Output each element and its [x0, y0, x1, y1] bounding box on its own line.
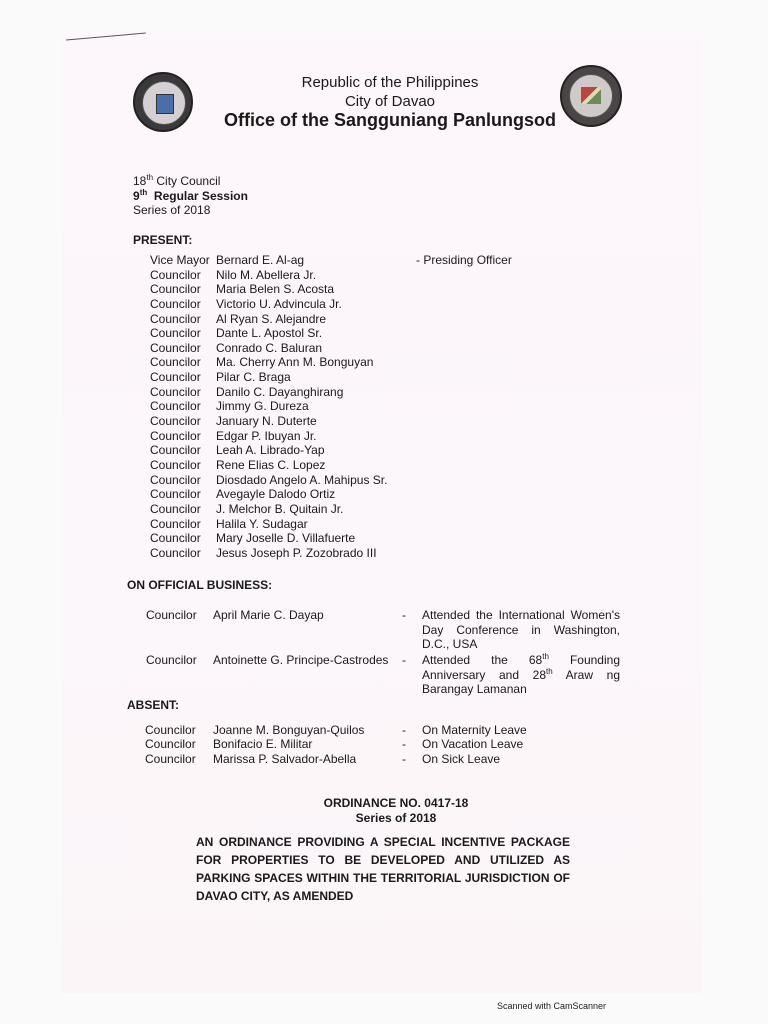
member-title: Councilor — [150, 399, 201, 414]
absent-reason-2: On Vacation Leave — [422, 737, 524, 751]
member-name: Pilar C. Braga — [216, 370, 291, 385]
member-name: Edgar P. Ibuyan Jr. — [216, 428, 317, 443]
member-title: Councilor — [150, 472, 201, 487]
absent-name-3: Marissa P. Salvador-Abella — [213, 752, 357, 766]
member-name: Victorio U. Advincula Jr. — [216, 296, 342, 311]
member-name: Maria Belen S. Acosta — [216, 282, 335, 297]
header-office: Office of the Sangguniang Panlungsod — [224, 110, 556, 130]
absent-dash-3: - — [402, 752, 406, 766]
member-name: J. Melchor B. Quitain Jr. — [216, 501, 344, 516]
member-title: Councilor — [150, 457, 201, 472]
member-title: Councilor — [150, 370, 201, 385]
member-name: Halila Y. Sudagar — [216, 516, 308, 531]
member-name: Rene Elias C. Lopez — [216, 457, 326, 472]
ob-dash-1: - — [402, 608, 406, 622]
official-business-heading: ON OFFICIAL BUSINESS: — [127, 578, 273, 592]
member-name: Jesus Joseph P. Zozobrado III — [216, 545, 377, 560]
absent-heading: ABSENT: — [127, 698, 180, 712]
member-name: Bernard E. Al-ag — [216, 253, 305, 267]
member-title: Councilor — [150, 267, 201, 282]
member-name: Nilo M. Abellera Jr. — [216, 267, 317, 282]
absent-name-1: Joanne M. Bonguyan-Quilos — [213, 723, 365, 737]
member-title: Councilor — [150, 501, 201, 516]
absent-reason-1: On Maternity Leave — [422, 723, 527, 737]
ob-title-2: Councilor — [146, 653, 197, 667]
absent-dash-1: - — [402, 723, 406, 737]
absent-title-3: Councilor — [145, 752, 196, 766]
member-title: Councilor — [150, 326, 201, 341]
absent-dash-2: - — [402, 737, 406, 751]
member-title: Vice Mayor — [150, 253, 210, 267]
scanner-watermark: Scanned with CamScanner — [497, 1001, 607, 1011]
member-name: Avegayle Dalodo Ortiz — [216, 487, 336, 502]
member-title: Councilor — [150, 282, 201, 297]
member-name: Al Ryan S. Alejandre — [216, 311, 327, 326]
member-name: Danilo C. Dayanghirang — [216, 384, 344, 399]
member-title: Councilor — [150, 531, 201, 546]
ordinance-title: AN ORDINANCE PROVIDING A SPECIAL INCENTIVE PACKAGE FOR PROPERTIES TO BE DEVELOPED AND UTILIZED AS PARKING SPACES WITHIN THE TERRITORIAL JURISDICTION OF DAVAO CITY, AS AMENDED — [196, 835, 570, 903]
member-title: Councilor — [150, 355, 201, 370]
member-name: Diosdado Angelo A. Mahipus Sr. — [216, 472, 388, 487]
ob-name-2: Antoinette G. Principe-Castrodes — [213, 653, 389, 667]
session-line: 9th Regular Session — [133, 188, 248, 203]
member-name: January N. Duterte — [216, 414, 317, 429]
absent-title-2: Councilor — [145, 737, 196, 751]
member-name: Mary Joselle D. Villafuerte — [216, 531, 356, 546]
header-city: City of Davao — [344, 93, 436, 110]
member-title: Councilor — [150, 311, 201, 326]
ob-reason-1: Attended the International Women's Day Conference in Washington, D.C., USA — [422, 608, 620, 652]
member-title: Councilor — [150, 545, 201, 560]
absent-reason-3: On Sick Leave — [422, 752, 501, 766]
member-title: Councilor — [150, 487, 201, 502]
ob-title-1: Councilor — [146, 608, 197, 622]
member-title: Councilor — [150, 414, 201, 429]
member-title: Councilor — [150, 384, 201, 399]
ob-name-1: April Marie C. Dayap — [213, 608, 324, 622]
member-name: Jimmy G. Dureza — [216, 399, 309, 414]
member-name: Ma. Cherry Ann M. Bonguyan — [216, 355, 374, 370]
member-title: Councilor — [150, 428, 201, 443]
member-title: Councilor — [150, 296, 201, 311]
member-title: Councilor — [150, 340, 201, 355]
ordinance-number: ORDINANCE NO. 0417-18 — [323, 796, 469, 810]
series-line: Series of 2018 — [133, 203, 211, 217]
absent-name-2: Bonifacio E. Militar — [213, 737, 313, 751]
present-heading: PRESENT: — [133, 233, 193, 247]
ob-reason-2: Attended the 68th Founding Anniversary and 28th Araw ng Barangay Lamanan — [422, 652, 620, 697]
header-republic: Republic of the Philippines — [301, 74, 479, 91]
member-name: Dante L. Apostol Sr. — [216, 326, 323, 341]
ob-dash-2: - — [402, 653, 406, 667]
absent-title-1: Councilor — [145, 723, 196, 737]
member-title: Councilor — [150, 516, 201, 531]
member-title: Councilor — [150, 443, 201, 458]
ordinance-series: Series of 2018 — [355, 811, 437, 825]
member-name: Leah A. Librado-Yap — [216, 443, 325, 458]
member-role: - Presiding Officer — [416, 253, 512, 267]
council-line: 18th City Council — [133, 173, 221, 188]
member-name: Conrado C. Baluran — [216, 340, 323, 355]
